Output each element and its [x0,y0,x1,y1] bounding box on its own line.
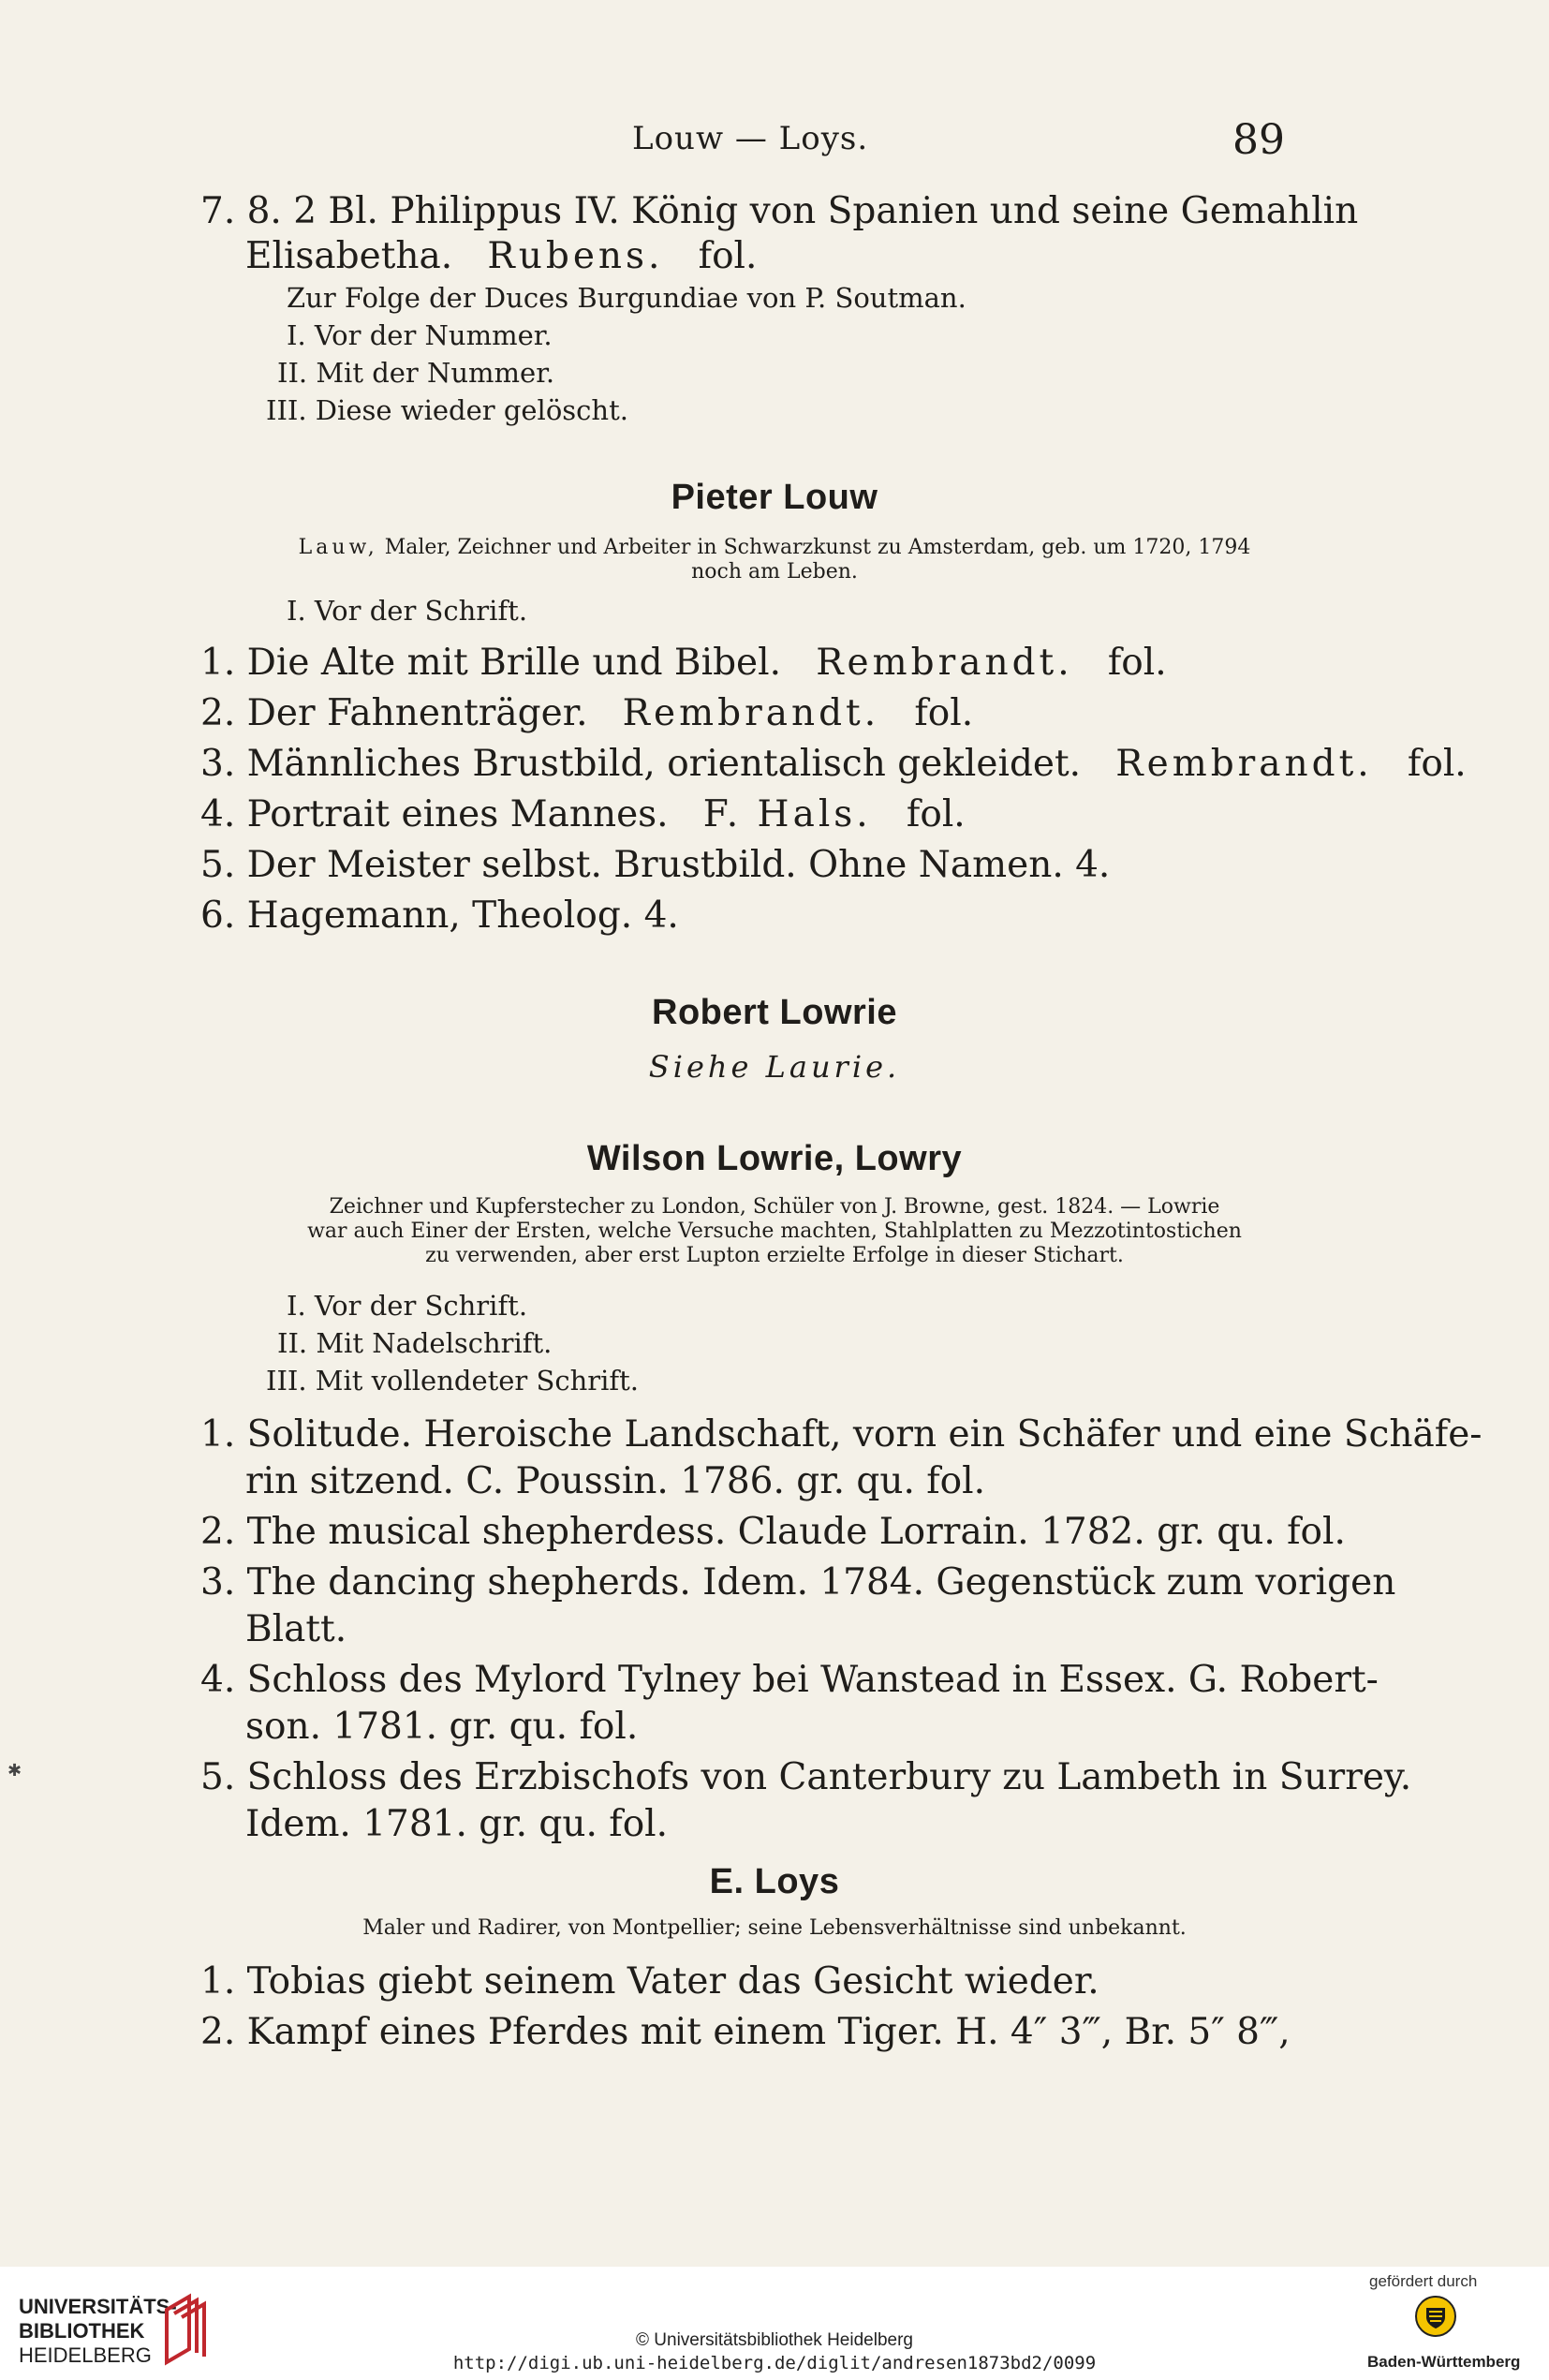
margin-mark: ✱ [7,1761,22,1781]
biography-line: noch am Leben. [691,560,858,584]
format: fol. [914,692,974,734]
list-item: 1. Solitude. Heroische Landschaft, vorn ein Schäfer und eine Schäfe- [200,1413,1483,1456]
list-item [200,743,1467,785]
list-item [200,793,966,835]
section-heading: Robert Lowrie [652,993,897,1032]
list-item [200,692,974,734]
entry-line: 7. 8. 2 Bl. Philippus IV. König von Spanien und seine Gemahlin [200,190,1359,232]
note: Zur Folge der Duces Burgundiae von P. Soutman. [287,282,966,314]
list-item [200,642,1167,684]
format: fol. [1407,743,1467,785]
footer [0,2267,1549,2380]
running-title: Louw — Loys. [632,120,869,157]
state-line: III. Mit vollendeter Schrift. [266,1365,640,1397]
list-item-continuation: son. 1781. gr. qu. fol. [245,1706,639,1748]
entry-text: 4. Portrait eines Mannes. [200,793,669,835]
list-item-continuation: rin sitzend. C. Poussin. 1786. gr. qu. fol. [245,1460,986,1502]
artist-name: Rembrandt. [816,642,1073,684]
biography-line [0,536,1549,559]
coat-of-arms-icon [1414,2295,1457,2338]
library-name-line: BIBLIOTHEK [19,2319,145,2343]
artist-name: Rembrandt. [1115,743,1373,785]
biography-line: zu verwenden, aber erst Lupton erzielte Erfolge in dieser Stichart. [425,1244,1124,1267]
biography-line: war auch Einer der Ersten, welche Versuche machten, Stahlplatten zu Mezzotintostichen [307,1220,1242,1243]
section-heading: E. Loys [709,1862,840,1901]
source-url-link[interactable]: http://digi.ub.uni-heidelberg.de/diglit/andresen1873bd2/0099 [452,2353,1097,2373]
sponsor-label: gefördert durch [1369,2272,1478,2290]
copyright-notice: © Universitätsbibliothek Heidelberg [636,2330,913,2350]
entry-text: 3. Männliches Brustbild, orientalisch gekleidet. [200,743,1082,785]
state-line: III. Diese wieder gelöscht. [266,394,628,426]
list-item: 5. Schloss des Erzbischofs von Canterbury zu Lambeth in Surrey. [200,1756,1412,1798]
list-item: 1. Tobias giebt seinem Vater das Gesicht wieder. [200,1960,1099,2003]
sponsor-name: Baden-Württemberg [1367,2353,1521,2371]
format: fol. [1107,642,1167,684]
section-heading: Pieter Louw [671,478,878,517]
list-item-continuation: Blatt. [245,1608,347,1650]
state-line: II. Mit der Nummer. [277,357,555,389]
entry-text: Elisabetha. [245,235,453,277]
list-item: 3. The dancing shepherds. Idem. 1784. Gegenstück zum vorigen [200,1561,1396,1604]
entry-text: 2. Der Fahnenträger. [200,692,588,734]
artist-name: Lauw, [298,536,378,559]
list-item: 6. Hagemann, Theolog. 4. [200,894,679,937]
artist-name: Rubens. [487,235,664,277]
artist-name: Rembrandt. [622,692,880,734]
state-line: II. Mit Nadelschrift. [277,1327,553,1359]
biography-line: Maler und Radirer, von Montpellier; seine Lebensverhältnisse sind unbekannt. [362,1916,1187,1940]
library-name-line: HEIDELBERG [19,2343,152,2367]
biography-line: Zeichner und Kupferstecher zu London, Schüler von J. Browne, gest. 1824. — Lowrie [329,1195,1220,1219]
artist-name: F. Hals. [702,793,872,835]
list-item: 5. Der Meister selbst. Brustbild. Ohne Namen. 4. [200,844,1111,886]
section-heading: Wilson Lowrie, Lowry [586,1139,963,1178]
running-header [0,116,1549,176]
list-item: 4. Schloss des Mylord Tylney bei Wanstead in Essex. G. Robert- [200,1659,1379,1701]
entry-line [245,235,758,277]
format: fol. [698,235,758,277]
state-line: I. Vor der Nummer. [287,319,553,351]
page-number: 89 [1232,116,1285,164]
library-name-line: UNIVERSITÄTS- [19,2295,177,2318]
list-item: 2. Kampf eines Pferdes mit einem Tiger. H. 4″ 3‴, Br. 5″ 8‴, [200,2011,1291,2053]
biography-text: Maler, Zeichner und Arbeiter in Schwarzkunst zu Amsterdam, geb. um 1720, 1794 [384,536,1251,559]
state-line: I. Vor der Schrift. [287,595,528,627]
entry-text: 1. Die Alte mit Brille und Bibel. [200,642,781,684]
format: fol. [906,793,966,835]
list-item-continuation: Idem. 1781. gr. qu. fol. [245,1803,669,1845]
see-also-reference: Siehe Laurie. [648,1049,901,1085]
list-item: 2. The musical shepherdess. Claude Lorrain. 1782. gr. qu. fol. [200,1511,1346,1553]
state-line: I. Vor der Schrift. [287,1290,528,1322]
